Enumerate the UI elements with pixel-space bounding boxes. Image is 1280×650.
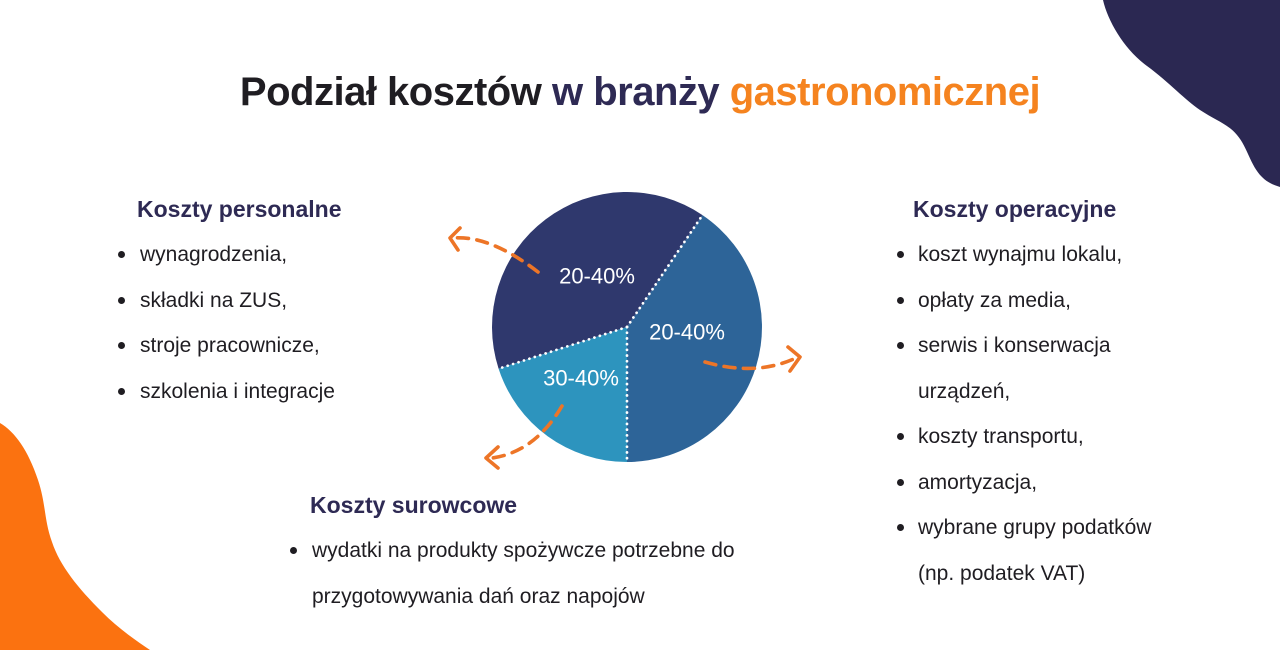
bullet-dot <box>118 388 125 395</box>
title-part-navy: w branży <box>551 70 720 114</box>
list-item-text: wybrane grupy podatków (np. podatek VAT) <box>918 516 1152 585</box>
pie-chart <box>492 192 762 462</box>
list-item <box>897 232 1227 278</box>
list-item-text: koszt wynajmu lokalu, <box>918 243 1123 266</box>
section-koszty-operacyjne <box>897 194 1227 596</box>
list-item <box>118 232 428 278</box>
list-item-text: serwis i konserwacja urządzeń, <box>918 334 1111 403</box>
pie-label-personalne: 20-40% <box>559 263 635 289</box>
list-item <box>897 414 1227 460</box>
bullet-list <box>897 232 1227 596</box>
bullet-dot <box>897 524 904 531</box>
title-part-orange: gastronomicznej <box>729 70 1041 114</box>
list-item <box>118 278 428 324</box>
pie-label-surowcowe: 30-40% <box>543 365 619 391</box>
list-item <box>897 505 1227 596</box>
list-item <box>118 323 428 369</box>
bullet-dot <box>897 251 904 258</box>
bullet-dot <box>897 479 904 486</box>
list-item-text: opłaty za media, <box>918 288 1071 312</box>
page-title <box>0 70 1280 115</box>
list-item <box>897 323 1227 414</box>
section-koszty-surowcowe <box>290 490 850 620</box>
pie-chart-figure <box>420 180 830 480</box>
list-item <box>118 369 428 415</box>
bullet-dot <box>897 297 904 304</box>
list-item-text: koszty transportu, <box>918 425 1084 448</box>
bullet-dot <box>290 547 297 554</box>
corner-blob-bottom-left <box>0 420 150 650</box>
list-item <box>897 460 1227 506</box>
bullet-dot <box>118 251 125 258</box>
list-item-text: stroje pracownicze, <box>140 334 320 357</box>
section-heading: Koszty personalne <box>137 196 342 222</box>
bullet-dot <box>897 342 904 349</box>
bullet-list <box>118 232 428 414</box>
list-item <box>290 528 850 620</box>
bullet-dot <box>897 433 904 440</box>
title-part-black: Podział kosztów <box>239 70 542 114</box>
section-heading: Koszty surowcowe <box>310 492 518 518</box>
list-item-text: szkolenia i integracje <box>140 379 335 403</box>
pie-label-operacyjne: 20-40% <box>649 319 725 345</box>
section-koszty-personalne <box>118 194 428 414</box>
list-item-text: wynagrodzenia, <box>140 243 288 266</box>
list-item <box>897 278 1227 324</box>
bullet-dot <box>118 297 125 304</box>
bullet-dot <box>118 342 125 349</box>
list-item-text: amortyzacja, <box>918 470 1038 494</box>
list-item-text: wydatki na produkty spożywcze potrzebne do przygotowywania dań oraz napojów <box>312 539 735 608</box>
bullet-list <box>290 528 850 620</box>
section-heading: Koszty operacyjne <box>913 196 1117 222</box>
list-item-text: składki na ZUS, <box>140 288 288 312</box>
